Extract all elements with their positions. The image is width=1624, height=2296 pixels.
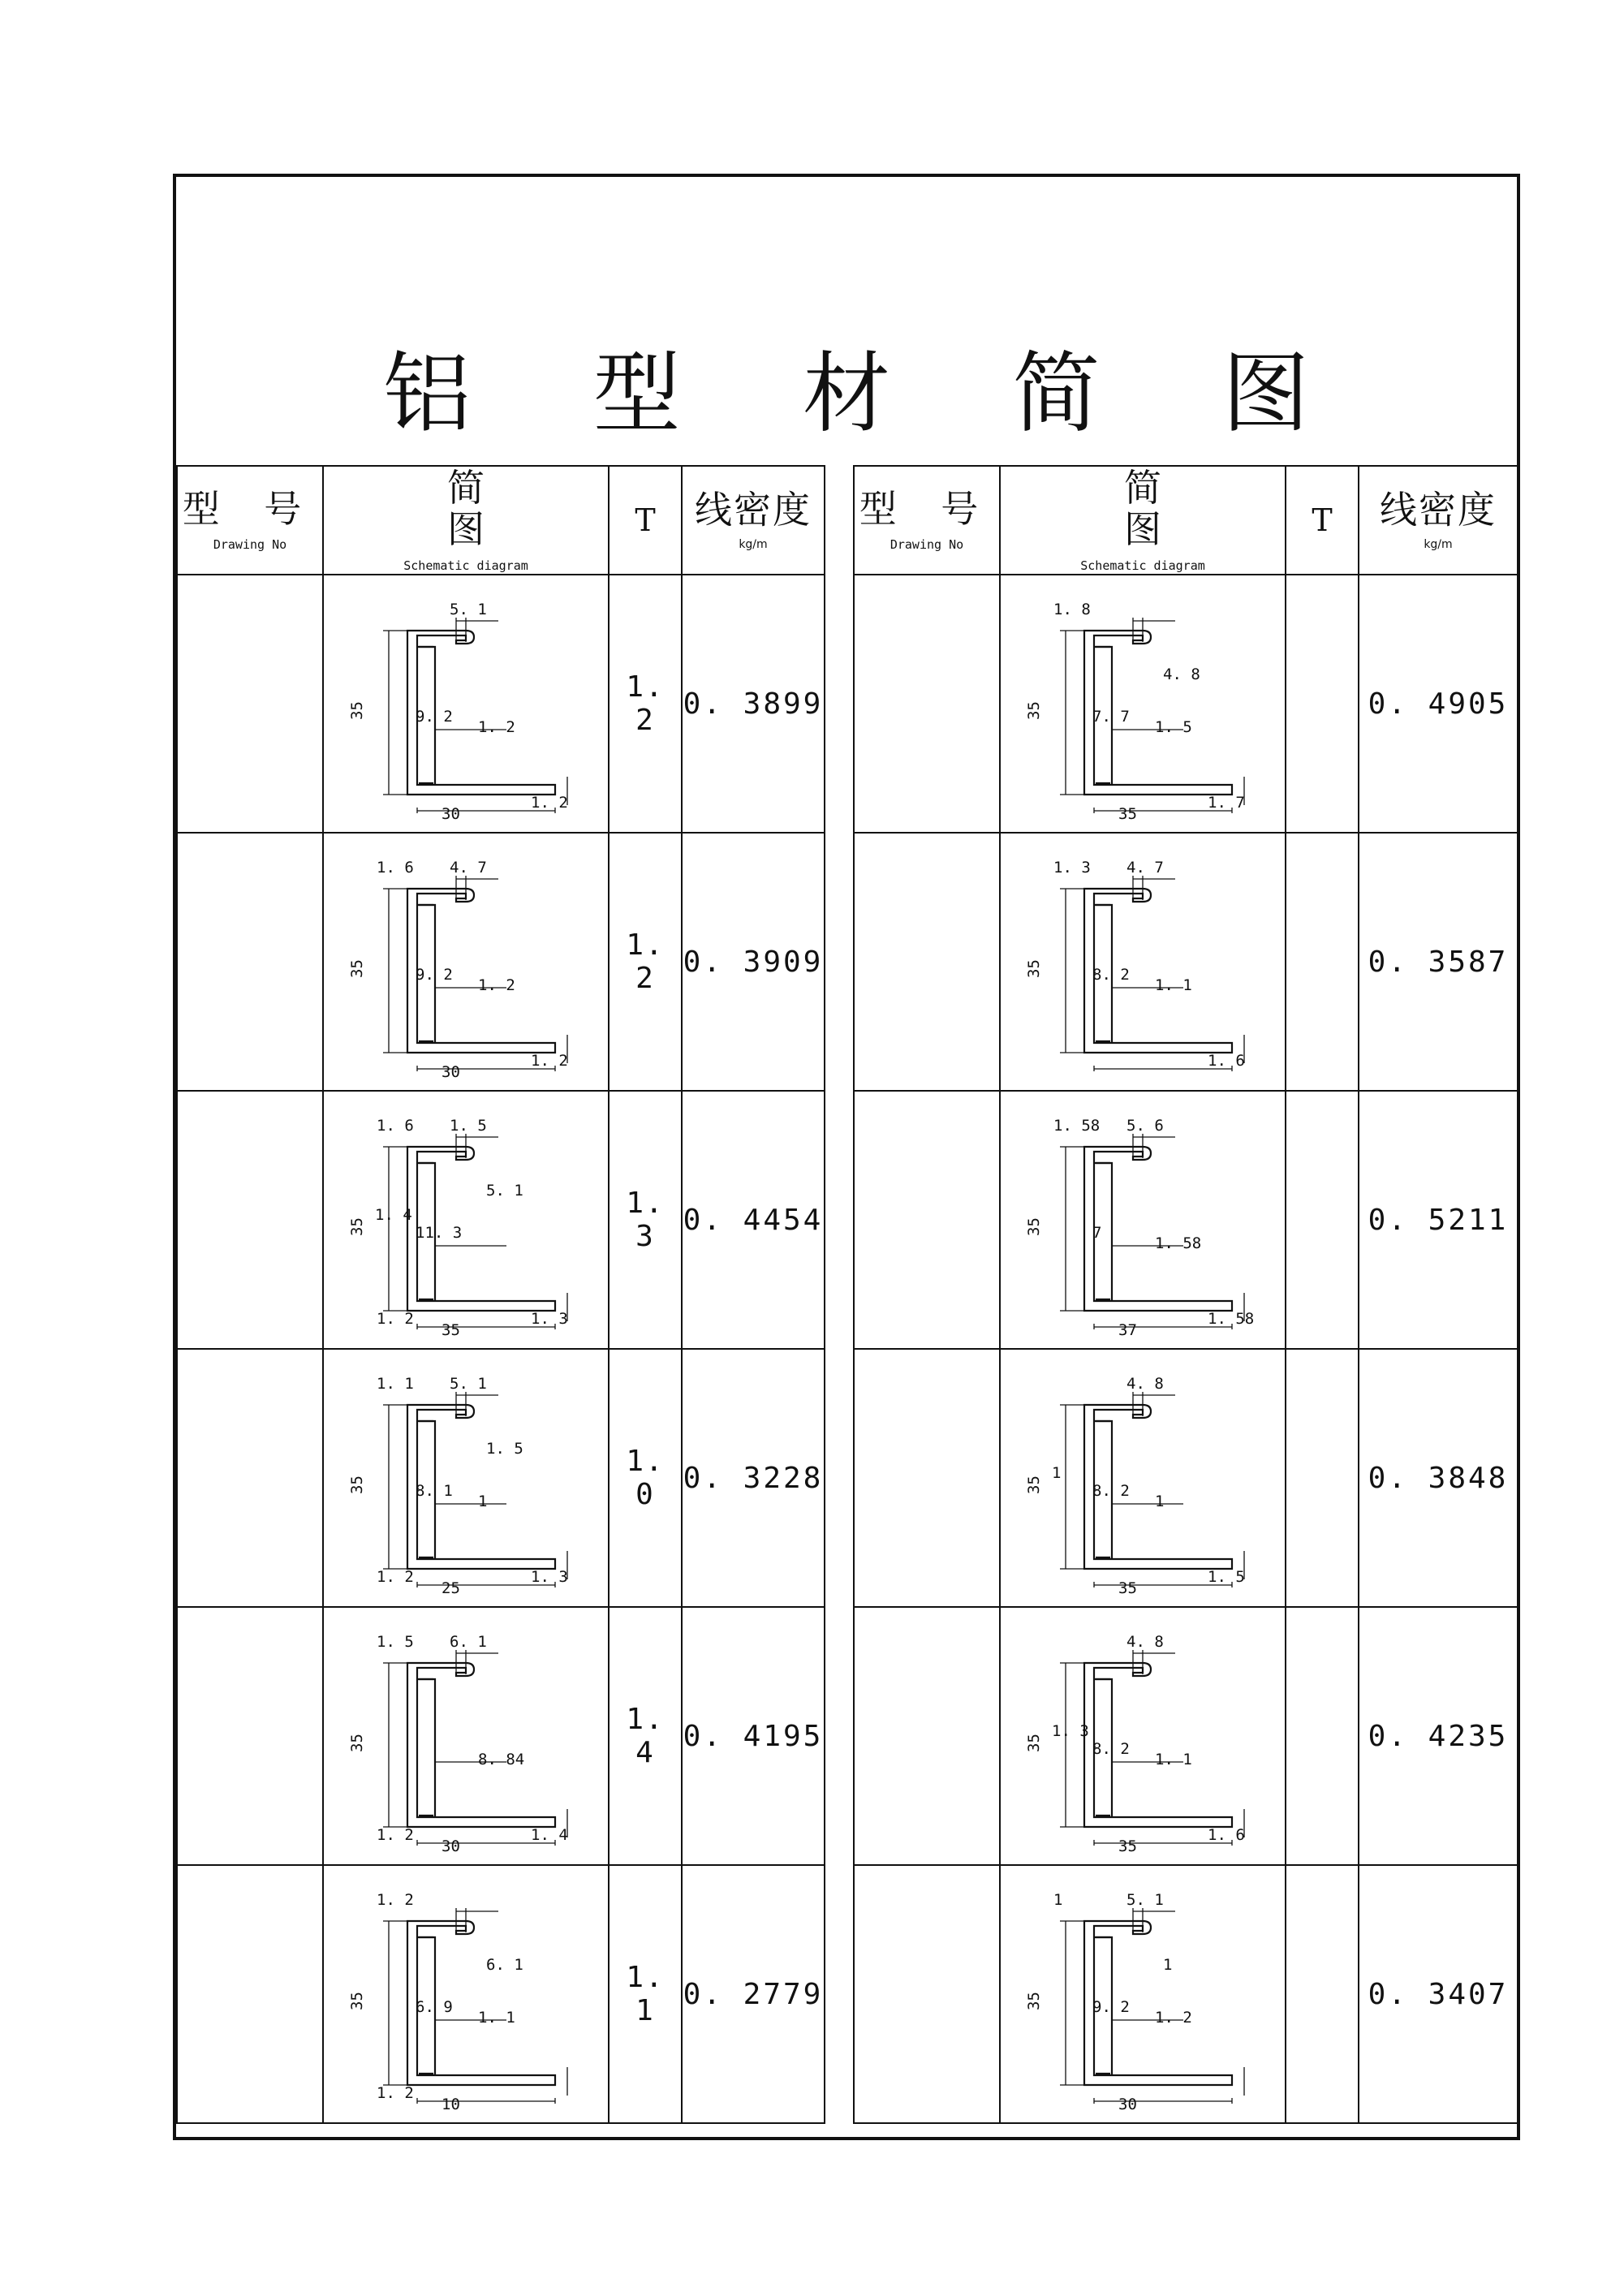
dimension-label-top: 1. 5: [450, 1117, 487, 1135]
dimension-label-lip: 1. 58: [1053, 1117, 1101, 1135]
dimension-label-web: 8. 84: [478, 1751, 525, 1768]
drawing-no-cell: [854, 1091, 1000, 1349]
dimension-label-lip: 1. 5: [377, 1633, 414, 1651]
density-value: 0. 4454: [683, 1203, 824, 1237]
thickness-cell: [1286, 1349, 1359, 1607]
table-row: [177, 1091, 1518, 1349]
dimension-label-base: 35: [442, 1321, 460, 1339]
dimension-label-base: 35: [1118, 1579, 1137, 1597]
dimension-label-inner: 6. 9: [416, 1998, 453, 2016]
header-drawing-no-right: 型 号 Drawing No: [854, 466, 1000, 575]
header-drawing-no-left: 型 号 Drawing No: [177, 466, 323, 575]
column-separator: [825, 1607, 854, 1865]
thickness-value: 1. 3: [626, 1187, 665, 1253]
dimension-label-inner: 7: [1092, 1224, 1102, 1242]
density-value: 0. 5211: [1368, 1203, 1509, 1237]
schematic-cell: [1000, 1865, 1286, 2123]
dimension-label-web: 1. 1: [1155, 1751, 1192, 1768]
density-cell: [682, 1091, 825, 1349]
dimension-label-foot: 1. 2: [531, 1052, 568, 1070]
profile-schematic: [1021, 582, 1264, 825]
density-cell: [1359, 1865, 1518, 2123]
table-row: [177, 1865, 1518, 2123]
thickness-value: 1. 0: [626, 1445, 665, 1511]
table-body: [177, 575, 1518, 2123]
drawing-no-cell: [177, 1091, 323, 1349]
profile-schematic: [344, 1614, 588, 1858]
dimension-label-left: 35: [348, 701, 366, 720]
thickness-value: 1. 1: [626, 1961, 665, 2027]
profile-schematic: [344, 1098, 588, 1342]
density-cell: [1359, 1349, 1518, 1607]
dimension-label-top: 4. 8: [1126, 1633, 1164, 1651]
density-value: 0. 3848: [1368, 1461, 1509, 1495]
dimension-label-web: 1. 1: [478, 2009, 515, 2027]
dimension-label-side: 1. 4: [375, 1206, 412, 1224]
dimension-label-web: 1. 2: [478, 718, 515, 736]
density-value: 0. 3909: [683, 945, 824, 979]
dimension-label-base: 25: [442, 1579, 460, 1597]
dimension-label-left: 35: [348, 1475, 366, 1494]
dimension-label-left: 35: [348, 1734, 366, 1752]
dimension-label-gap: 5. 1: [486, 1182, 523, 1200]
dimension-label-web: 1. 2: [1155, 2009, 1192, 2027]
thickness-cell: [609, 1091, 682, 1349]
dimension-label-left: 35: [348, 1992, 366, 2010]
density-value: 0. 3228: [683, 1461, 824, 1495]
dimension-label-left: 35: [1025, 1992, 1043, 2010]
density-cell: [682, 1607, 825, 1865]
dimension-label-foot: 1. 6: [1208, 1826, 1245, 1844]
drawing-no-cell: [854, 1865, 1000, 2123]
column-separator: [825, 833, 854, 1091]
dimension-label-left: 35: [348, 1217, 366, 1236]
dimension-label-base: 30: [1118, 2096, 1137, 2113]
schematic-cell: [323, 1865, 609, 2123]
dimension-label-web: 1. 5: [1155, 718, 1192, 736]
thickness-value: 1. 2: [626, 670, 665, 737]
dimension-label-inner: 8. 2: [1092, 1740, 1130, 1758]
schematic-cell: [323, 1349, 609, 1607]
header-t-left: T: [609, 466, 682, 575]
schematic-cell: [1000, 1091, 1286, 1349]
dimension-label-base: 30: [442, 1063, 460, 1081]
dimension-label-foot: 1. 3: [531, 1310, 568, 1328]
dimension-label-wall: 1. 2: [377, 1310, 414, 1328]
profile-schematic: [344, 582, 588, 825]
density-value: 0. 3407: [1368, 1977, 1509, 2011]
dimension-label-gap: 6. 1: [486, 1956, 523, 1974]
column-separator: [825, 575, 854, 833]
density-cell: [1359, 1607, 1518, 1865]
header-row: [177, 466, 1518, 575]
column-separator: [825, 466, 854, 575]
dimension-label-top: 4. 7: [450, 859, 487, 877]
page-title: 铝 型 材 简 图: [383, 343, 1357, 445]
profile-outline: [407, 1663, 555, 1827]
thickness-cell: [1286, 1091, 1359, 1349]
density-cell: [682, 833, 825, 1091]
drawing-no-cell: [854, 1607, 1000, 1865]
dimension-label-side: 1. 3: [1052, 1722, 1089, 1740]
drawing-no-cell: [177, 1607, 323, 1865]
table-row: [177, 1349, 1518, 1607]
thickness-cell: [609, 1349, 682, 1607]
dimension-label-left: 35: [1025, 1475, 1043, 1494]
dimension-label-wall: 1. 2: [377, 1826, 414, 1844]
profile-schematic: [344, 1872, 588, 2116]
dimension-label-foot: 1. 4: [531, 1826, 568, 1844]
dimension-label-foot: 1. 58: [1208, 1310, 1255, 1328]
dimension-label-inner: 11. 3: [416, 1224, 463, 1242]
dimension-label-inner: 8. 2: [1092, 1482, 1130, 1500]
dimension-label-foot: 1. 5: [1208, 1568, 1245, 1586]
density-cell: [682, 1865, 825, 2123]
thickness-value: 1. 2: [626, 928, 665, 995]
column-separator: [825, 1091, 854, 1349]
dimension-label-gap: 1. 5: [486, 1440, 523, 1458]
profile-schematic: [1021, 840, 1264, 1083]
profile-schematic: [344, 1356, 588, 1600]
header-density-right: 线密度 kg/m: [1359, 466, 1518, 575]
dimension-label-web: 1. 2: [478, 976, 515, 994]
density-cell: [1359, 833, 1518, 1091]
dimension-label-lip: 1: [1053, 1891, 1063, 1909]
thickness-value: 1. 4: [626, 1703, 665, 1769]
drawing-no-cell: [854, 1349, 1000, 1607]
column-separator: [825, 1865, 854, 2123]
drawing-no-cell: [177, 833, 323, 1091]
dimension-label-left: 35: [1025, 701, 1043, 720]
drawing-no-cell: [854, 575, 1000, 833]
dimension-label-foot: 1. 3: [531, 1568, 568, 1586]
dimension-label-inner: 9. 2: [416, 708, 453, 726]
schematic-cell: [1000, 575, 1286, 833]
dimension-label-inner: 9. 2: [416, 966, 453, 984]
density-cell: [682, 1349, 825, 1607]
density-value: 0. 4235: [1368, 1719, 1509, 1753]
schematic-cell: [323, 833, 609, 1091]
schematic-cell: [323, 575, 609, 833]
header-density-left: 线密度 kg/m: [682, 466, 825, 575]
dimension-label-web: 1: [1155, 1493, 1165, 1510]
column-separator: [825, 1349, 854, 1607]
dimension-label-foot: 1. 7: [1208, 794, 1245, 812]
dimension-label-lip: 1. 2: [377, 1891, 414, 1909]
header-schematic-left: 简 图 Schematic diagram: [323, 466, 609, 575]
dimension-label-top: 5. 1: [450, 1375, 487, 1393]
dimension-label-top: 4. 8: [1126, 1375, 1164, 1393]
dimension-label-left: 35: [1025, 1734, 1043, 1752]
dimension-label-inner: 8. 1: [416, 1482, 453, 1500]
density-cell: [682, 575, 825, 833]
dimension-label-base: 37: [1118, 1321, 1137, 1339]
schematic-cell: [1000, 1349, 1286, 1607]
profile-schematic: [1021, 1098, 1264, 1342]
density-value: 0. 2779: [683, 1977, 824, 2011]
dimension-label-top: 4. 7: [1126, 859, 1164, 877]
dimension-label-left: 35: [348, 959, 366, 978]
dimension-label-base: 30: [442, 805, 460, 823]
profile-outline: [1084, 1147, 1232, 1311]
table-row: [177, 575, 1518, 833]
dimension-label-lip: 1. 1: [377, 1375, 414, 1393]
profile-schematic: [1021, 1872, 1264, 2116]
profile-schematic: [1021, 1356, 1264, 1600]
thickness-cell: [609, 1607, 682, 1865]
dimension-label-gap: 1: [1163, 1956, 1173, 1974]
dimension-label-web: 1. 1: [1155, 976, 1192, 994]
header-t-right: T: [1286, 466, 1359, 575]
dimension-label-left: 35: [1025, 1217, 1043, 1236]
density-cell: [1359, 575, 1518, 833]
drawing-no-cell: [177, 1865, 323, 2123]
drawing-no-cell: [177, 575, 323, 833]
dimension-label-top: 6. 1: [450, 1633, 487, 1651]
dimension-label-top: 5. 1: [1126, 1891, 1164, 1909]
schematic-cell: [1000, 1607, 1286, 1865]
dimension-label-base: 35: [1118, 805, 1137, 823]
profile-table: [176, 465, 1517, 2124]
dimension-label-foot: 1. 6: [1208, 1052, 1245, 1070]
document-frame: [173, 174, 1520, 2140]
dimension-label-base: 30: [442, 1837, 460, 1855]
dimension-label-lip: 1. 6: [377, 859, 414, 877]
profile-schematic: [344, 840, 588, 1083]
dimension-label-wall: 1. 2: [377, 1568, 414, 1586]
dimension-label-base: 10: [442, 2096, 460, 2113]
dimension-label-wall: 1. 2: [377, 2084, 414, 2102]
table-row: [177, 833, 1518, 1091]
density-value: 0. 3899: [683, 687, 824, 721]
dimension-label-web: 1. 58: [1155, 1234, 1202, 1252]
schematic-cell: [323, 1091, 609, 1349]
thickness-cell: [1286, 1865, 1359, 2123]
schematic-cell: [323, 1607, 609, 1865]
density-value: 0. 3587: [1368, 945, 1509, 979]
dimension-label-top: 5. 1: [450, 601, 487, 618]
thickness-cell: [1286, 1607, 1359, 1865]
thickness-cell: [609, 575, 682, 833]
dimension-label-top: 5. 6: [1126, 1117, 1164, 1135]
dimension-label-gap: 4. 8: [1163, 666, 1200, 683]
thickness-cell: [609, 833, 682, 1091]
schematic-cell: [1000, 833, 1286, 1091]
table-row: [177, 1607, 1518, 1865]
density-value: 0. 4195: [683, 1719, 824, 1753]
dimension-label-lip: 1. 3: [1053, 859, 1091, 877]
thickness-cell: [1286, 575, 1359, 833]
drawing-no-cell: [177, 1349, 323, 1607]
thickness-cell: [1286, 833, 1359, 1091]
title-area: [176, 177, 1517, 465]
dimension-label-left: 35: [1025, 959, 1043, 978]
dimension-label-base: 35: [1118, 1837, 1137, 1855]
header-schematic-right: 简 图 Schematic diagram: [1000, 466, 1286, 575]
dimension-label-inner: 9. 2: [1092, 1998, 1130, 2016]
dimension-label-inner: 7. 7: [1092, 708, 1130, 726]
dimension-label-web: 1: [478, 1493, 488, 1510]
drawing-no-cell: [854, 833, 1000, 1091]
dimension-label-lip: 1. 6: [377, 1117, 414, 1135]
dimension-label-lip: 1. 8: [1053, 601, 1091, 618]
dimension-label-inner: 8. 2: [1092, 966, 1130, 984]
thickness-cell: [609, 1865, 682, 2123]
dimension-label-side: 1: [1052, 1464, 1062, 1482]
dimension-label-foot: 1. 2: [531, 794, 568, 812]
profile-schematic: [1021, 1614, 1264, 1858]
density-cell: [1359, 1091, 1518, 1349]
density-value: 0. 4905: [1368, 687, 1509, 721]
